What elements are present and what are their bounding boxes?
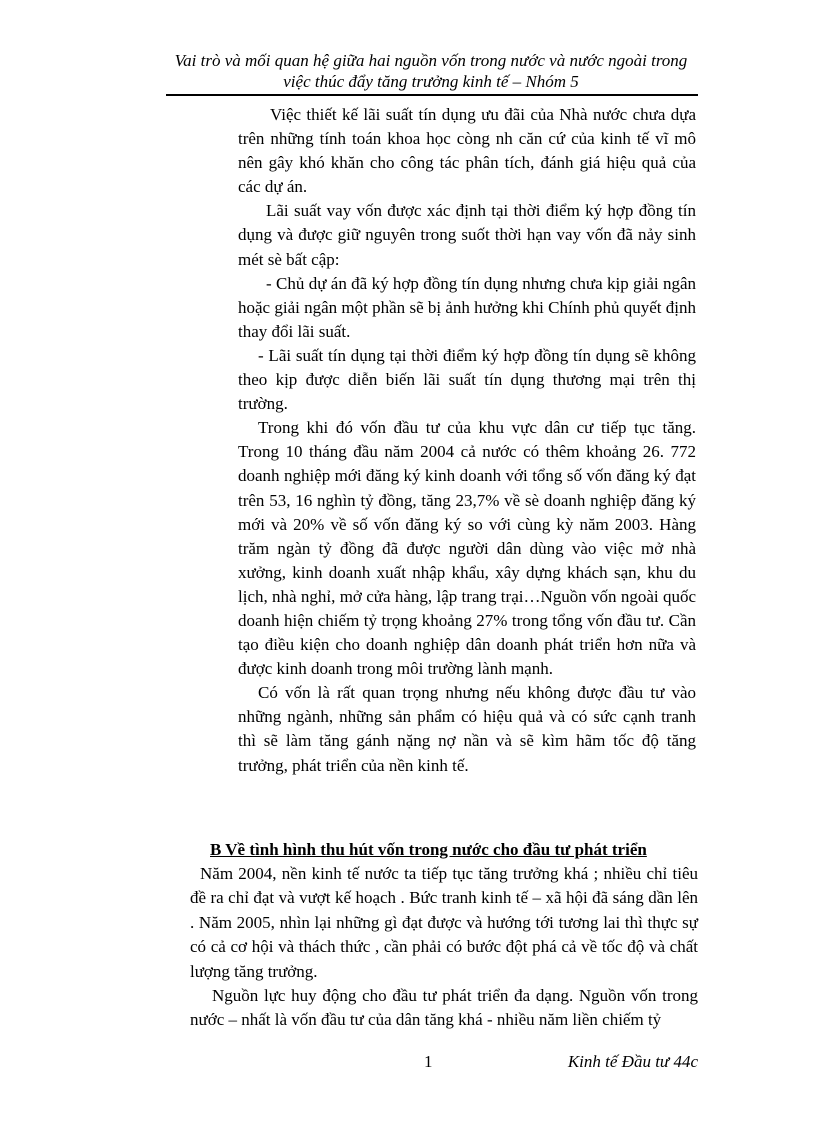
header-title-line1: Vai trò và mối quan hệ giữa hai nguồn vốn trong nước và nước ngoài trong: [174, 51, 688, 70]
section-heading: B Về tình hình thu hút vốn trong nước cho đầu tư phát triển: [210, 840, 647, 859]
page-header: [160, 50, 702, 92]
page-number: 1: [424, 1052, 433, 1071]
paragraph: Năm 2004, nền kinh tế nước ta tiếp tục tăng trưởng khá ; nhiều chỉ tiêu đề ra chỉ đạt và vượt kế hoạch . Bức tranh kinh tế – xã hội đã sáng dần lên . Năm 2005, nhìn lại những gì đạt được và hướng tới tương lai thì thực sự có cả cơ hội và thách thức , cần phải có bước đột phá cả về tốc độ và chất lượng tăng trưởng.: [190, 864, 698, 981]
body-text: [238, 103, 696, 778]
section-body-text: [190, 862, 698, 1033]
paragraph: - Chủ dự án đã ký hợp đồng tín dụng nhưng chưa kịp giải ngân hoặc giải ngân một phần sẽ bị ảnh hưởng khi Chính phủ quyết định thay đổi lãi suất.: [238, 273, 696, 341]
paragraph: - Lãi suất tín dụng tại thời điểm ký hợp đồng tín dụng sẽ không theo kịp được diễn biến lãi suất tín dụng thương mại trên thị trường.: [238, 345, 696, 414]
paragraph: Nguồn lực huy động cho đầu tư phát triển đa dạng. Nguồn vốn trong nước – nhất là vốn đầu tư của dân tăng khá - nhiều năm liền chiếm tỷ: [190, 986, 698, 1030]
footer-label: Kinh tế Đầu tư 44c: [567, 1052, 698, 1071]
header-title-line2: việc thúc đẩy tăng trưởng kinh tế – Nhóm 5: [283, 72, 579, 91]
paragraph: Việc thiết kế lãi suất tín dụng ưu đãi của Nhà nước chưa dựa trên những tính toán khoa học còng nh căn cứ của kinh tế vĩ mô nên gây khó khăn cho công tác phân tích, đánh giá hiệu quả của các dự án.: [238, 105, 696, 197]
paragraph: Trong khi đó vốn đầu tư của khu vực dân cư tiếp tục tăng. Trong 10 tháng đầu năm 2004 cả nước có thêm khoảng 26. 772 doanh nghiệp mới đăng ký kinh doanh với tổng số vốn đăng ký đạt trên 53, 16 nghìn tỷ đồng, tăng 23,7% về sè doanh nghiệp đăng ký mới và 20% về số vốn đăng ký so với cùng kỳ năm 2003. Hàng trăm ngàn tỷ đồng đã được người dân dùng vào việc mở nhà xưởng, kinh doanh xuất nhập khẩu, xây dựng khách sạn, khu du lịch, nhà nghỉ, mở cửa hàng, lập trang trại…Nguồn vốn ngoài quốc doanh hiện chiếm tỷ trọng khoảng 27% trong tổng vốn đầu tư. Cần tạo điều kiện cho doanh nghiệp dân doanh phát triển hơn nữa và được kinh doanh trong môi trường lành mạnh.: [238, 418, 696, 679]
header-divider: [166, 94, 698, 96]
paragraph: Lãi suất vay vốn được xác định tại thời điểm ký hợp đồng tín dụng và được giữ nguyên trong suốt thời hạn vay vốn đã nảy sinh mét sè bất cập:: [238, 201, 696, 269]
paragraph: Có vốn là rất quan trọng nhưng nếu không được đầu tư vào những ngành, những sản phẩm có hiệu quả và có sức cạnh tranh thì sẽ làm tăng gánh nặng nợ nần và sẽ kìm hãm tốc độ tăng trưởng, phát triển của nền kinh tế.: [238, 683, 696, 775]
